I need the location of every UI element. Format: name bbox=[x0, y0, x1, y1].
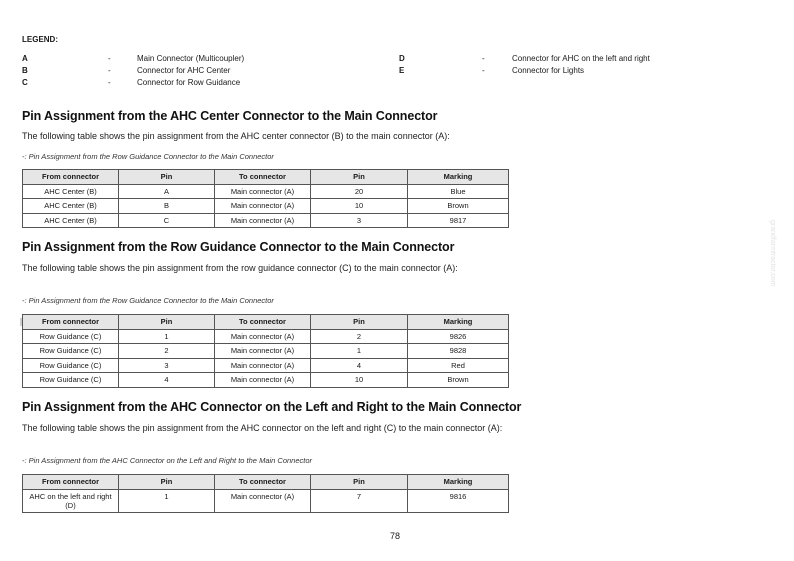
legend-entry bbox=[22, 53, 382, 65]
page-number: 78 bbox=[390, 531, 401, 541]
table-cell: 10 bbox=[311, 199, 408, 214]
table-header-row bbox=[23, 475, 509, 490]
legend-dash: - bbox=[108, 66, 111, 75]
table-cell: AHC on the left and right (D) bbox=[23, 489, 119, 512]
legend-dash: - bbox=[108, 54, 111, 63]
table-cell: Row Guidance (C) bbox=[23, 329, 119, 344]
table-cell: Red bbox=[408, 358, 509, 373]
table-header-row bbox=[23, 170, 509, 185]
legend-text: Main Connector (Multicoupler) bbox=[137, 54, 245, 63]
table-row bbox=[23, 489, 509, 512]
table-cell: 2 bbox=[119, 344, 215, 359]
table-cell: 1 bbox=[311, 344, 408, 359]
table-cell: Main connector (A) bbox=[215, 373, 311, 388]
pin-table bbox=[22, 474, 509, 513]
column-header: To connector bbox=[215, 315, 311, 330]
table-cell: Main connector (A) bbox=[215, 329, 311, 344]
legend-key: A bbox=[22, 54, 28, 63]
table-cell: Brown bbox=[408, 199, 509, 214]
table-cell: 7 bbox=[311, 489, 408, 512]
table-cell: A bbox=[119, 184, 215, 199]
table-cell: 20 bbox=[311, 184, 408, 199]
column-header: From connector bbox=[23, 475, 119, 490]
legend-key: D bbox=[399, 54, 405, 63]
legend-dash: - bbox=[108, 78, 111, 87]
column-header: Pin bbox=[119, 475, 215, 490]
legend-dash: - bbox=[482, 66, 485, 75]
table-cell: C bbox=[119, 213, 215, 228]
table-cell: Blue bbox=[408, 184, 509, 199]
table-cell: 9816 bbox=[408, 489, 509, 512]
table-caption: -: Pin Assignment from the Row Guidance Connector to the Main Connector bbox=[22, 152, 274, 161]
legend-text: Connector for Lights bbox=[512, 66, 585, 75]
table-cell: B bbox=[119, 199, 215, 214]
column-header: To connector bbox=[215, 170, 311, 185]
section-heading: Pin Assignment from the AHC Center Connector to the Main Connector bbox=[22, 109, 438, 123]
table-cell: 9828 bbox=[408, 344, 509, 359]
table-cell: 9826 bbox=[408, 329, 509, 344]
table-cell: 9817 bbox=[408, 213, 509, 228]
section-heading: Pin Assignment from the Row Guidance Connector to the Main Connector bbox=[22, 240, 455, 254]
legend-entry bbox=[399, 53, 779, 65]
section-heading: Pin Assignment from the AHC Connector on the Left and Right to the Main Connector bbox=[22, 400, 522, 414]
legend-text: Connector for Row Guidance bbox=[137, 78, 241, 87]
column-header: Pin bbox=[311, 315, 408, 330]
column-header: Pin bbox=[311, 475, 408, 490]
table-row bbox=[23, 373, 509, 388]
table-row bbox=[23, 213, 509, 228]
table-caption: -: Pin Assignment from the Row Guidance Connector to the Main Connector bbox=[22, 296, 274, 305]
table-cell: Main connector (A) bbox=[215, 184, 311, 199]
legend-entry bbox=[399, 65, 779, 77]
section-intro: The following table shows the pin assignment from the row guidance connector (C) to the main connector (A): bbox=[22, 263, 458, 273]
legend-text: Connector for AHC on the left and right bbox=[512, 54, 650, 63]
table-row bbox=[23, 358, 509, 373]
table-cell: 4 bbox=[119, 373, 215, 388]
watermark: grandfarmtractor.com bbox=[769, 220, 776, 287]
pin-table bbox=[22, 314, 509, 388]
legend-key: E bbox=[399, 66, 405, 75]
table-cell: 2 bbox=[311, 329, 408, 344]
table-cell: 1 bbox=[119, 489, 215, 512]
table-cell: Main connector (A) bbox=[215, 344, 311, 359]
column-header: Marking bbox=[408, 315, 509, 330]
table-cell: Main connector (A) bbox=[215, 489, 311, 512]
table-row bbox=[23, 184, 509, 199]
table-cell: Row Guidance (C) bbox=[23, 358, 119, 373]
table-cell: 10 bbox=[311, 373, 408, 388]
legend-entry bbox=[22, 77, 382, 89]
table-row bbox=[23, 329, 509, 344]
table-cell: Main connector (A) bbox=[215, 199, 311, 214]
table-cell: Row Guidance (C) bbox=[23, 344, 119, 359]
table-cell: Row Guidance (C) bbox=[23, 373, 119, 388]
table-cell: AHC Center (B) bbox=[23, 213, 119, 228]
table-cell: 3 bbox=[119, 358, 215, 373]
pin-table bbox=[22, 169, 509, 228]
legend-entry bbox=[22, 65, 382, 77]
table-row bbox=[23, 344, 509, 359]
column-header: Pin bbox=[119, 170, 215, 185]
table-cell: 1 bbox=[119, 329, 215, 344]
legend-key: B bbox=[22, 66, 28, 75]
table-row bbox=[23, 199, 509, 214]
section-intro: The following table shows the pin assignment from the AHC center connector (B) to the main connector (A): bbox=[22, 131, 450, 141]
table-cell: Main connector (A) bbox=[215, 213, 311, 228]
column-header: Pin bbox=[311, 170, 408, 185]
table-caption: -: Pin Assignment from the AHC Connector on the Left and Right to the Main Connector bbox=[22, 456, 313, 465]
legend-text: Connector for AHC Center bbox=[137, 66, 231, 75]
table-cell: AHC Center (B) bbox=[23, 199, 119, 214]
table-cell: Brown bbox=[408, 373, 509, 388]
legend-title: LEGEND: bbox=[22, 35, 58, 44]
column-header: From connector bbox=[23, 315, 119, 330]
table-cell: 4 bbox=[311, 358, 408, 373]
table-cell: 3 bbox=[311, 213, 408, 228]
column-header: Marking bbox=[408, 475, 509, 490]
table-cell: Main connector (A) bbox=[215, 358, 311, 373]
column-header: To connector bbox=[215, 475, 311, 490]
table-header-row bbox=[23, 315, 509, 330]
column-header: Pin bbox=[119, 315, 215, 330]
legend-key: C bbox=[22, 78, 28, 87]
column-header: Marking bbox=[408, 170, 509, 185]
table-cell: AHC Center (B) bbox=[23, 184, 119, 199]
margin-mark bbox=[20, 318, 22, 326]
section-intro: The following table shows the pin assignment from the AHC connector on the left and right (C) to the main connector (A): bbox=[22, 423, 503, 433]
legend-dash: - bbox=[482, 54, 485, 63]
column-header: From connector bbox=[23, 170, 119, 185]
